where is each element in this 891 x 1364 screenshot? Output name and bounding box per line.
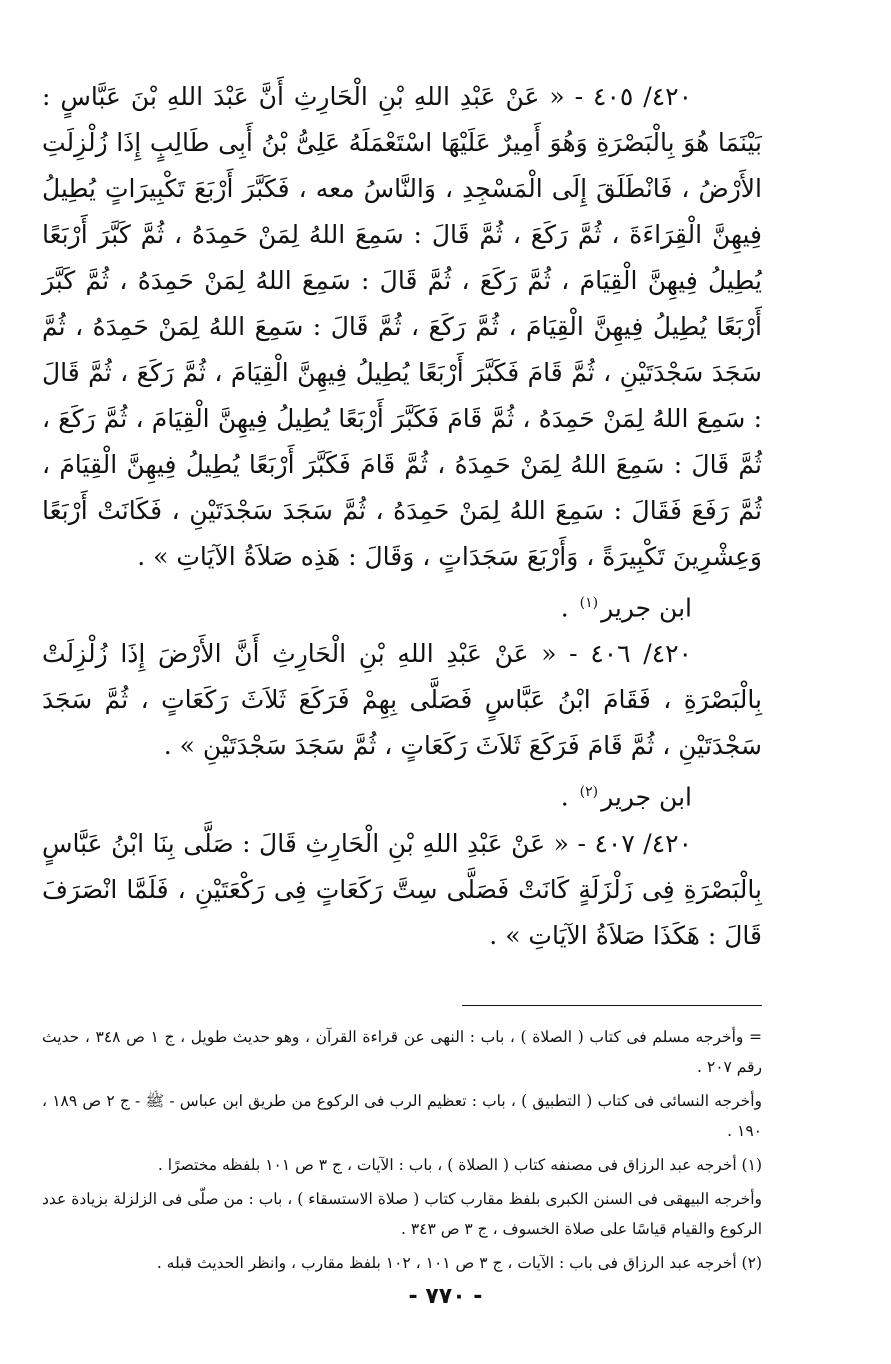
hadith-text: « عَنْ عَبْدِ اللهِ بْنِ الْحَارِثِ أَنَّ عَبْدَ اللهِ بْنَ عَبَّاسٍ : بَيْنَمَا هُوَ بِالْبَصْرَةِ وَهُوَ أَمِيرٌ عَلَيْهَا اسْتَعْمَلَهُ عَلِىُّ بْنُ أَبِى طَالِبٍ إِذَا زُلْزِلَتِ الأَرْضُ ، فَانْطَلَقَ إِلَى الْمَسْجِدِ ، وَالنَّاسُ معه ، فَكَبَّرَ أَرْبَعَ تَكْبِيرَاتٍ يُطِيلُ فِيهِنَّ الْقِرَاءَةَ ، ثُمَّ رَكَعَ ، ثُمَّ قَالَ : سَمِعَ اللهُ لِمَنْ حَمِدَهُ ، ثُمَّ كَبَّرَ أَرْبَعًا يُطِيلُ فِيهِنَّ الْقِيَامَ ، ثُمَّ رَكَعَ ، ثُمَّ قَالَ : سَمِعَ اللهُ لِمَنْ حَمِدَهُ ، ثُمَّ كَبَّرَ أَرْبَعًا يُطِيلُ فِيهِنَّ الْقِيَامَ ، ثُمَّ رَكَعَ ، ثُمَّ قَالَ : سَمِعَ اللهُ لِمَنْ حَمِدَهُ ، ثُمَّ سَجَدَ سَجْدَتَيْنِ ، ثُمَّ قَامَ فَكَبَّرَ أَرْبَعًا يُطِيلُ فِيهِنَّ الْقِيَامَ ، ثُمَّ رَكَعَ ، ثُمَّ قَالَ : سَمِعَ اللهُ لِمَنْ حَمِدَهُ ، ثُمَّ قَامَ فَكَبَّرَ أَرْبَعًا يُطِيلُ فِيهِنَّ الْقِيَامَ ، ثُمَّ رَكَعَ ، ثُمَّ قَالَ : سَمِعَ اللهُ لِمَنْ حَمِدَهُ ، ثُمَّ قَامَ فَكَبَّرَ أَرْبَعًا يُطِيلُ فِيهِنَّ الْقِيَامَ ، ثُمَّ رَفَعَ فَقَالَ : سَمِعَ اللهُ لِمَنْ حَمِدَهُ ، ثُمَّ سَجَدَ سَجْدَتَيْنِ ، فَكَانَتْ أَرْبَعًا وَعِشْرِينَ تَكْبِيرَةً ، وَأَرْبَعَ سَجَدَاتٍ ، وَقَالَ : هَذِه صَلاَةُ الآيَاتِ » . (42, 82, 762, 571)
hadith-number: ٤٢٠/ ٤٠٦ (590, 639, 692, 669)
hadith-number: ٤٢٠/ ٤٠٥ (593, 82, 693, 111)
hadith-405: ٤٢٠/ ٤٠٥ - « عَنْ عَبْدِ اللهِ بْنِ الْحَارِثِ أَنَّ عَبْدَ اللهِ بْنَ عَبَّاسٍ : بَيْنَمَا هُوَ بِالْبَصْرَةِ وَهُوَ أَمِيرٌ عَلَيْهَا اسْتَعْمَلَهُ عَلِىُّ بْنُ أَبِى طَالِبٍ إِذَا زُلْزِلَتِ الأَرْضُ ، فَانْطَلَقَ إِلَى الْمَسْجِدِ ، وَالنَّاسُ معه ، فَكَبَّرَ أَرْبَعَ تَكْبِيرَاتٍ يُطِيلُ فِيهِنَّ الْقِرَاءَةَ ، ثُمَّ رَكَعَ ، ثُمَّ قَالَ : سَمِعَ اللهُ لِمَنْ حَمِدَهُ ، ثُمَّ كَبَّرَ أَرْبَعًا يُطِيلُ فِيهِنَّ الْقِيَامَ ، ثُمَّ رَكَعَ ، ثُمَّ قَالَ : سَمِعَ اللهُ لِمَنْ حَمِدَهُ ، ثُمَّ كَبَّرَ أَرْبَعًا يُطِيلُ فِيهِنَّ الْقِيَامَ ، ثُمَّ رَكَعَ ، ثُمَّ قَالَ : سَمِعَ اللهُ لِمَنْ حَمِدَهُ ، ثُمَّ سَجَدَ سَجْدَتَيْنِ ، ثُمَّ قَامَ فَكَبَّرَ أَرْبَعًا يُطِيلُ فِيهِنَّ الْقِيَامَ ، ثُمَّ رَكَعَ ، ثُمَّ قَالَ : سَمِعَ اللهُ لِمَنْ حَمِدَهُ ، ثُمَّ قَامَ فَكَبَّرَ أَرْبَعًا يُطِيلُ فِيهِنَّ الْقِيَامَ ، ثُمَّ رَكَعَ ، ثُمَّ قَالَ : سَمِعَ اللهُ لِمَنْ حَمِدَهُ ، ثُمَّ قَامَ فَكَبَّرَ أَرْبَعًا يُطِيلُ فِيهِنَّ الْقِيَامَ ، ثُمَّ رَفَعَ فَقَالَ : سَمِعَ اللهُ لِمَنْ حَمِدَهُ ، ثُمَّ سَجَدَ سَجْدَتَيْنِ ، فَكَانَتْ أَرْبَعًا وَعِشْرِينَ تَكْبِيرَةً ، وَأَرْبَعَ سَجَدَاتٍ ، وَقَالَ : هَذِه صَلاَةُ الآيَاتِ » . (42, 82, 762, 571)
main-text (42, 74, 762, 959)
hadith-406: ٤٢٠/ ٤٠٦ - « عَنْ عَبْدِ اللهِ بْنِ الْحَارِثِ أَنَّ الأَرْضَ إِذَا زُلْزِلَتْ بِالْبَصْرَةِ ، فَقَامَ ابْنُ عَبَّاسٍ فَصَلَّى بِهِمْ فَرَكَعَ ثَلاَثَ رَكَعَاتٍ ، ثُمَّ سَجَدَ سَجْدَتَيْنِ ، ثُمَّ قَامَ فَرَكَعَ ثَلاَثَ رَكَعَاتٍ ، ثُمَّ سَجَدَ سَجْدَتَيْنِ » . (42, 639, 762, 761)
hadith-text: « عَنْ عَبْدِ اللهِ بْنِ الْحَارِثِ قَالَ : صَلَّى بِنَا ابْنُ عَبَّاسٍ بِالْبَصْرَةِ فِى زَلْزَلَةٍ كَانَتْ فَصَلَّى سِتَّ رَكَعَاتٍ فِى رَكْعَتَيْنِ ، فَلَمَّا انْصَرَفَ قَالَ : هَكَذَا صَلاَةُ الآيَاتِ » . (42, 828, 762, 950)
page-content (42, 74, 762, 1344)
source-name: ابن جرير (601, 782, 692, 812)
footnote: = وأخرجه مسلم فى كتاب ( الصلاة ) ، باب : النهى عن قراءة القرآن ، وهو حديث طويل ، ج ١ ص ٣٤٨ ، حديث رقم ٢٠٧ . (42, 1027, 762, 1076)
footnote-reference: (١) (579, 595, 599, 611)
hadith-407: ٤٢٠/ ٤٠٧ - « عَنْ عَبْدِ اللهِ بْنِ الْحَارِثِ قَالَ : صَلَّى بِنَا ابْنُ عَبَّاسٍ بِالْبَصْرَةِ فِى زَلْزَلَةٍ كَانَتْ فَصَلَّى سِتَّ رَكَعَاتٍ فِى رَكْعَتَيْنِ ، فَلَمَّا انْصَرَفَ قَالَ : هَكَذَا صَلاَةُ الآيَاتِ » . (42, 828, 762, 950)
footnote: وأخرجه النسائى فى كتاب ( التطبيق ) ، باب : تعظيم الرب فى الركوع من طريق ابن عباس - ﷺ - ج ٢ ص ١٨٩ ، ١٩٠ . (42, 1091, 763, 1140)
footnote-reference: (٢) (579, 784, 599, 801)
footnote: وأخرجه البيهقى فى السنن الكبرى بلفظ مقارب كتاب ( صلاة الاستسقاء ) ، باب : من صلّى فى الزلزلة بزيادة عدد الركوع والقيام قياسًا على صلاة الخسوف ، ج ٣ ص ٣٤٣ . (42, 1189, 762, 1238)
footnote: (٢) أخرجه عبد الرزاق فى باب : الآيات ، ج ٣ ص ١٠١ ، ١٠٢ بلفظ مقارب ، وانظر الحديث قبله . (156, 1253, 762, 1272)
hadith-source: ابن جرير$^{(١)}$ . (560, 593, 692, 623)
hadith-source: ابن جرير$^{(٢)}$ . (560, 782, 692, 812)
page-number: - ٧٧٠ - (408, 1284, 483, 1309)
source-name: ابن جرير (601, 593, 692, 623)
footnotes (42, 1022, 762, 1278)
footnote-divider (462, 1005, 762, 1006)
hadith-text: « عَنْ عَبْدِ اللهِ بْنِ الْحَارِثِ أَنَّ الأَرْضَ إِذَا زُلْزِلَتْ بِالْبَصْرَةِ ، فَقَامَ ابْنُ عَبَّاسٍ فَصَلَّى بِهِمْ فَرَكَعَ ثَلاَثَ رَكَعَاتٍ ، ثُمَّ سَجَدَ سَجْدَتَيْنِ ، ثُمَّ قَامَ فَرَكَعَ ثَلاَثَ رَكَعَاتٍ ، ثُمَّ سَجَدَ سَجْدَتَيْنِ » . (42, 639, 762, 761)
footnote: (١) أخرجه عبد الرزاق فى مصنفه كتاب ( الصلاة ) ، باب : الآيات ، ج ٣ ص ١٠١ بلفظه مختصرًا . (157, 1155, 762, 1174)
hadith-number: ٤٢٠/ ٤٠٧ (594, 828, 693, 858)
